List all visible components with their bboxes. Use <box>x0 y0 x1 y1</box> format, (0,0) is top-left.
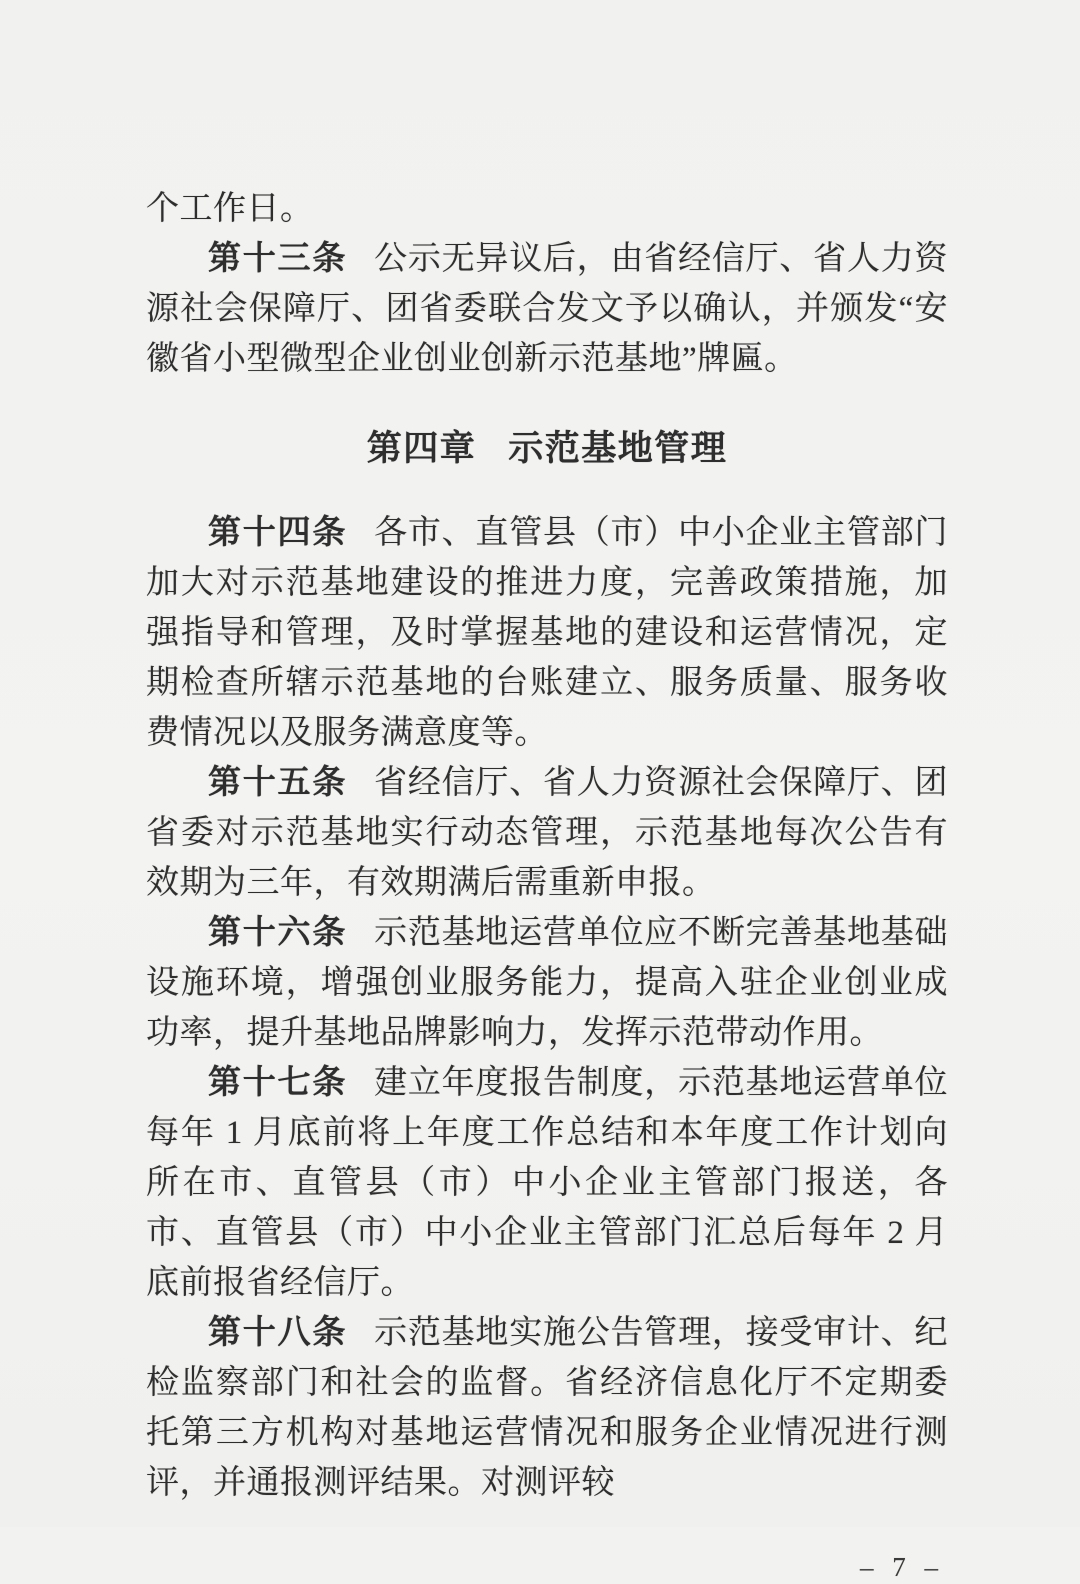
continuation-paragraph <box>146 184 948 234</box>
page-number: – 7 – <box>860 1552 944 1582</box>
article-14-paragraph <box>146 508 948 758</box>
article-18-text: 示范基地实施公告管理，接受审计、纪检监察部门和社会的监督。省经济信息化厅不定期委托第三方机构对基地运营情况和服务企业情况进行测评，并通报测评结果。对测评较 <box>146 1315 949 1501</box>
article-17-paragraph <box>146 1058 948 1308</box>
article-16-label: 第十六条 <box>208 915 348 951</box>
article-13-text: 公示无异议后，由省经信厅、省人力资源社会保障厅、团省委联合发文予以确认，并颁发“安徽省小型微型企业创业创新示范基地”牌匾。 <box>146 241 949 377</box>
article-14-label: 第十四条 <box>208 515 348 551</box>
article-16-text: 示范基地运营单位应不断完善基地基础设施环境，增强创业服务能力，提高入驻企业创业成功率，提升基地品牌影响力，发挥示范带动作用。 <box>146 915 949 1051</box>
chapter-title: 示范基地管理 <box>508 429 728 468</box>
article-15-text: 省经信厅、省人力资源社会保障厅、团省委对示范基地实行动态管理，示范基地每次公告有效期为三年，有效期满后需重新申报。 <box>146 765 949 901</box>
article-17-label: 第十七条 <box>208 1065 348 1101</box>
chapter-heading <box>146 424 948 474</box>
continuation-text: 个工作日。 <box>146 191 314 227</box>
article-14-text: 各市、直管县（市）中小企业主管部门加大对示范基地建设的推进力度，完善政策措施，加强指导和管理，及时掌握基地的建设和运营情况，定期检查所辖示范基地的台账建立、服务质量、服务收费情况以及服务满意度等。 <box>146 515 949 751</box>
article-16-paragraph <box>146 908 948 1058</box>
article-18-paragraph <box>146 1308 948 1508</box>
chapter-number: 第四章 <box>366 429 477 468</box>
article-13-label: 第十三条 <box>208 241 348 277</box>
article-18-label: 第十八条 <box>208 1315 348 1351</box>
article-15-paragraph <box>146 758 948 908</box>
article-17-text: 建立年度报告制度，示范基地运营单位每年 1 月底前将上年度工作总结和本年度工作计划向所在市、直管县（市）中小企业主管部门报送，各市、直管县（市）中小企业主管部门汇总后每年 2 月底前报省经信厅。 <box>146 1065 949 1301</box>
article-15-label: 第十五条 <box>208 765 348 801</box>
article-13-paragraph <box>146 234 948 384</box>
